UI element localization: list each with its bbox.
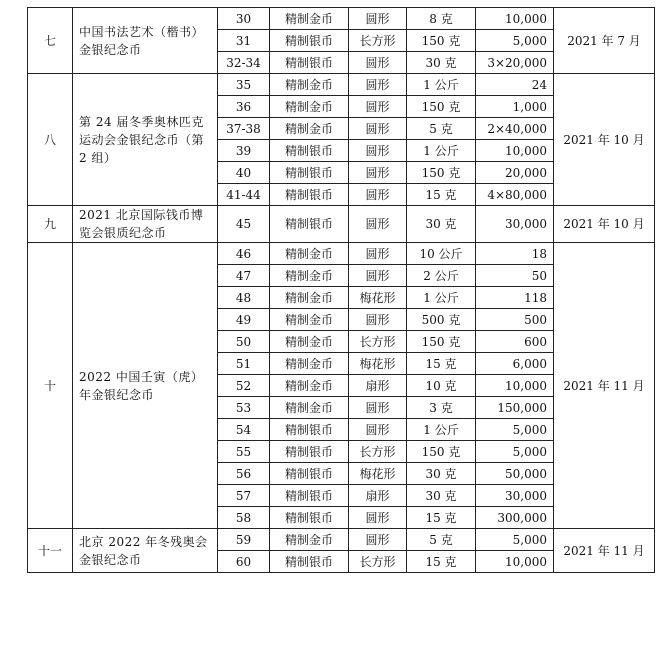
specification-cell: 500 克 bbox=[407, 309, 476, 331]
serial-number-cell: 57 bbox=[218, 485, 270, 507]
material-cell: 精制金币 bbox=[270, 96, 349, 118]
shape-cell: 圆形 bbox=[349, 118, 407, 140]
specification-cell: 150 克 bbox=[407, 331, 476, 353]
serial-number-cell: 48 bbox=[218, 287, 270, 309]
table-body bbox=[28, 8, 655, 573]
specification-cell: 15 克 bbox=[407, 551, 476, 573]
material-cell: 精制银币 bbox=[270, 30, 349, 52]
serial-number-cell: 31 bbox=[218, 30, 270, 52]
serial-number-cell: 54 bbox=[218, 419, 270, 441]
coin-issuance-table bbox=[27, 7, 655, 573]
quantity-cell: 5,000 bbox=[476, 30, 554, 52]
coin-project-name-cell: 北京 2022 年冬残奥会金银纪念币 bbox=[73, 529, 218, 573]
specification-cell: 150 克 bbox=[407, 162, 476, 184]
quantity-cell: 5,000 bbox=[476, 441, 554, 463]
quantity-cell: 18 bbox=[476, 243, 554, 265]
specification-cell: 3 克 bbox=[407, 397, 476, 419]
shape-cell: 圆形 bbox=[349, 74, 407, 96]
material-cell: 精制银币 bbox=[270, 206, 349, 243]
material-cell: 精制金币 bbox=[270, 8, 349, 30]
specification-cell: 10 克 bbox=[407, 375, 476, 397]
specification-cell: 15 克 bbox=[407, 507, 476, 529]
material-cell: 精制银币 bbox=[270, 162, 349, 184]
quantity-cell: 600 bbox=[476, 331, 554, 353]
quantity-cell: 10,000 bbox=[476, 375, 554, 397]
issue-date-cell: 2021 年 10 月 bbox=[554, 74, 655, 206]
serial-number-cell: 51 bbox=[218, 353, 270, 375]
specification-cell: 1 公斤 bbox=[407, 140, 476, 162]
shape-cell: 扇形 bbox=[349, 485, 407, 507]
specification-cell: 30 克 bbox=[407, 485, 476, 507]
shape-cell: 梅花形 bbox=[349, 463, 407, 485]
issue-date-cell: 2021 年 11 月 bbox=[554, 529, 655, 573]
serial-number-cell: 47 bbox=[218, 265, 270, 287]
material-cell: 精制金币 bbox=[270, 397, 349, 419]
quantity-cell: 150,000 bbox=[476, 397, 554, 419]
shape-cell: 圆形 bbox=[349, 8, 407, 30]
shape-cell: 圆形 bbox=[349, 184, 407, 206]
serial-number-cell: 45 bbox=[218, 206, 270, 243]
material-cell: 精制金币 bbox=[270, 375, 349, 397]
coin-project-name-cell: 中国书法艺术（楷书）金银纪念币 bbox=[73, 8, 218, 74]
table-row bbox=[28, 243, 655, 265]
table-row bbox=[28, 8, 655, 30]
material-cell: 精制金币 bbox=[270, 74, 349, 96]
serial-number-cell: 39 bbox=[218, 140, 270, 162]
shape-cell: 长方形 bbox=[349, 551, 407, 573]
material-cell: 精制金币 bbox=[270, 243, 349, 265]
shape-cell: 圆形 bbox=[349, 206, 407, 243]
serial-number-cell: 50 bbox=[218, 331, 270, 353]
table-row bbox=[28, 206, 655, 243]
material-cell: 精制金币 bbox=[270, 353, 349, 375]
shape-cell: 圆形 bbox=[349, 529, 407, 551]
shape-cell: 圆形 bbox=[349, 52, 407, 74]
shape-cell: 圆形 bbox=[349, 96, 407, 118]
coin-project-name-cell: 第 24 届冬季奥林匹克运动会金银纪念币（第 2 组） bbox=[73, 74, 218, 206]
specification-cell: 150 克 bbox=[407, 441, 476, 463]
material-cell: 精制金币 bbox=[270, 287, 349, 309]
specification-cell: 30 克 bbox=[407, 52, 476, 74]
material-cell: 精制银币 bbox=[270, 507, 349, 529]
shape-cell: 梅花形 bbox=[349, 353, 407, 375]
shape-cell: 圆形 bbox=[349, 243, 407, 265]
material-cell: 精制银币 bbox=[270, 52, 349, 74]
serial-number-cell: 30 bbox=[218, 8, 270, 30]
material-cell: 精制银币 bbox=[270, 419, 349, 441]
issue-date-cell: 2021 年 11 月 bbox=[554, 243, 655, 529]
material-cell: 精制银币 bbox=[270, 551, 349, 573]
shape-cell: 圆形 bbox=[349, 419, 407, 441]
material-cell: 精制银币 bbox=[270, 485, 349, 507]
serial-number-cell: 52 bbox=[218, 375, 270, 397]
serial-number-cell: 41-44 bbox=[218, 184, 270, 206]
shape-cell: 圆形 bbox=[349, 265, 407, 287]
coin-project-name-cell: 2022 中国壬寅（虎）年金银纪念币 bbox=[73, 243, 218, 529]
specification-cell: 5 克 bbox=[407, 118, 476, 140]
specification-cell: 15 克 bbox=[407, 353, 476, 375]
shape-cell: 圆形 bbox=[349, 397, 407, 419]
shape-cell: 长方形 bbox=[349, 30, 407, 52]
material-cell: 精制金币 bbox=[270, 309, 349, 331]
specification-cell: 1 公斤 bbox=[407, 287, 476, 309]
quantity-cell: 30,000 bbox=[476, 485, 554, 507]
quantity-cell: 10,000 bbox=[476, 551, 554, 573]
quantity-cell: 500 bbox=[476, 309, 554, 331]
coin-project-name-cell: 2021 北京国际钱币博览会银质纪念币 bbox=[73, 206, 218, 243]
specification-cell: 1 公斤 bbox=[407, 419, 476, 441]
specification-cell: 1 公斤 bbox=[407, 74, 476, 96]
quantity-cell: 3×20,000 bbox=[476, 52, 554, 74]
shape-cell: 圆形 bbox=[349, 507, 407, 529]
quantity-cell: 10,000 bbox=[476, 140, 554, 162]
shape-cell: 圆形 bbox=[349, 309, 407, 331]
quantity-cell: 1,000 bbox=[476, 96, 554, 118]
serial-number-cell: 32-34 bbox=[218, 52, 270, 74]
shape-cell: 圆形 bbox=[349, 162, 407, 184]
material-cell: 精制银币 bbox=[270, 140, 349, 162]
serial-number-cell: 35 bbox=[218, 74, 270, 96]
serial-number-cell: 49 bbox=[218, 309, 270, 331]
batch-cell: 九 bbox=[28, 206, 73, 243]
batch-cell: 八 bbox=[28, 74, 73, 206]
batch-cell: 十 bbox=[28, 243, 73, 529]
specification-cell: 10 公斤 bbox=[407, 243, 476, 265]
shape-cell: 圆形 bbox=[349, 140, 407, 162]
quantity-cell: 300,000 bbox=[476, 507, 554, 529]
specification-cell: 2 公斤 bbox=[407, 265, 476, 287]
quantity-cell: 118 bbox=[476, 287, 554, 309]
quantity-cell: 6,000 bbox=[476, 353, 554, 375]
quantity-cell: 5,000 bbox=[476, 419, 554, 441]
material-cell: 精制银币 bbox=[270, 184, 349, 206]
serial-number-cell: 37-38 bbox=[218, 118, 270, 140]
quantity-cell: 50 bbox=[476, 265, 554, 287]
quantity-cell: 30,000 bbox=[476, 206, 554, 243]
serial-number-cell: 53 bbox=[218, 397, 270, 419]
batch-cell: 七 bbox=[28, 8, 73, 74]
material-cell: 精制金币 bbox=[270, 331, 349, 353]
serial-number-cell: 40 bbox=[218, 162, 270, 184]
specification-cell: 30 克 bbox=[407, 463, 476, 485]
quantity-cell: 50,000 bbox=[476, 463, 554, 485]
table-row bbox=[28, 74, 655, 96]
shape-cell: 扇形 bbox=[349, 375, 407, 397]
quantity-cell: 4×80,000 bbox=[476, 184, 554, 206]
serial-number-cell: 55 bbox=[218, 441, 270, 463]
serial-number-cell: 58 bbox=[218, 507, 270, 529]
specification-cell: 150 克 bbox=[407, 30, 476, 52]
serial-number-cell: 56 bbox=[218, 463, 270, 485]
issue-date-cell: 2021 年 10 月 bbox=[554, 206, 655, 243]
material-cell: 精制银币 bbox=[270, 441, 349, 463]
quantity-cell: 5,000 bbox=[476, 529, 554, 551]
material-cell: 精制金币 bbox=[270, 118, 349, 140]
table-row bbox=[28, 529, 655, 551]
batch-cell: 十一 bbox=[28, 529, 73, 573]
specification-cell: 8 克 bbox=[407, 8, 476, 30]
quantity-cell: 10,000 bbox=[476, 8, 554, 30]
specification-cell: 5 克 bbox=[407, 529, 476, 551]
material-cell: 精制金币 bbox=[270, 265, 349, 287]
quantity-cell: 2×40,000 bbox=[476, 118, 554, 140]
specification-cell: 30 克 bbox=[407, 206, 476, 243]
material-cell: 精制银币 bbox=[270, 463, 349, 485]
serial-number-cell: 36 bbox=[218, 96, 270, 118]
shape-cell: 长方形 bbox=[349, 331, 407, 353]
issue-date-cell: 2021 年 7 月 bbox=[554, 8, 655, 74]
quantity-cell: 24 bbox=[476, 74, 554, 96]
serial-number-cell: 59 bbox=[218, 529, 270, 551]
material-cell: 精制金币 bbox=[270, 529, 349, 551]
shape-cell: 梅花形 bbox=[349, 287, 407, 309]
shape-cell: 长方形 bbox=[349, 441, 407, 463]
quantity-cell: 20,000 bbox=[476, 162, 554, 184]
specification-cell: 15 克 bbox=[407, 184, 476, 206]
serial-number-cell: 60 bbox=[218, 551, 270, 573]
specification-cell: 150 克 bbox=[407, 96, 476, 118]
serial-number-cell: 46 bbox=[218, 243, 270, 265]
